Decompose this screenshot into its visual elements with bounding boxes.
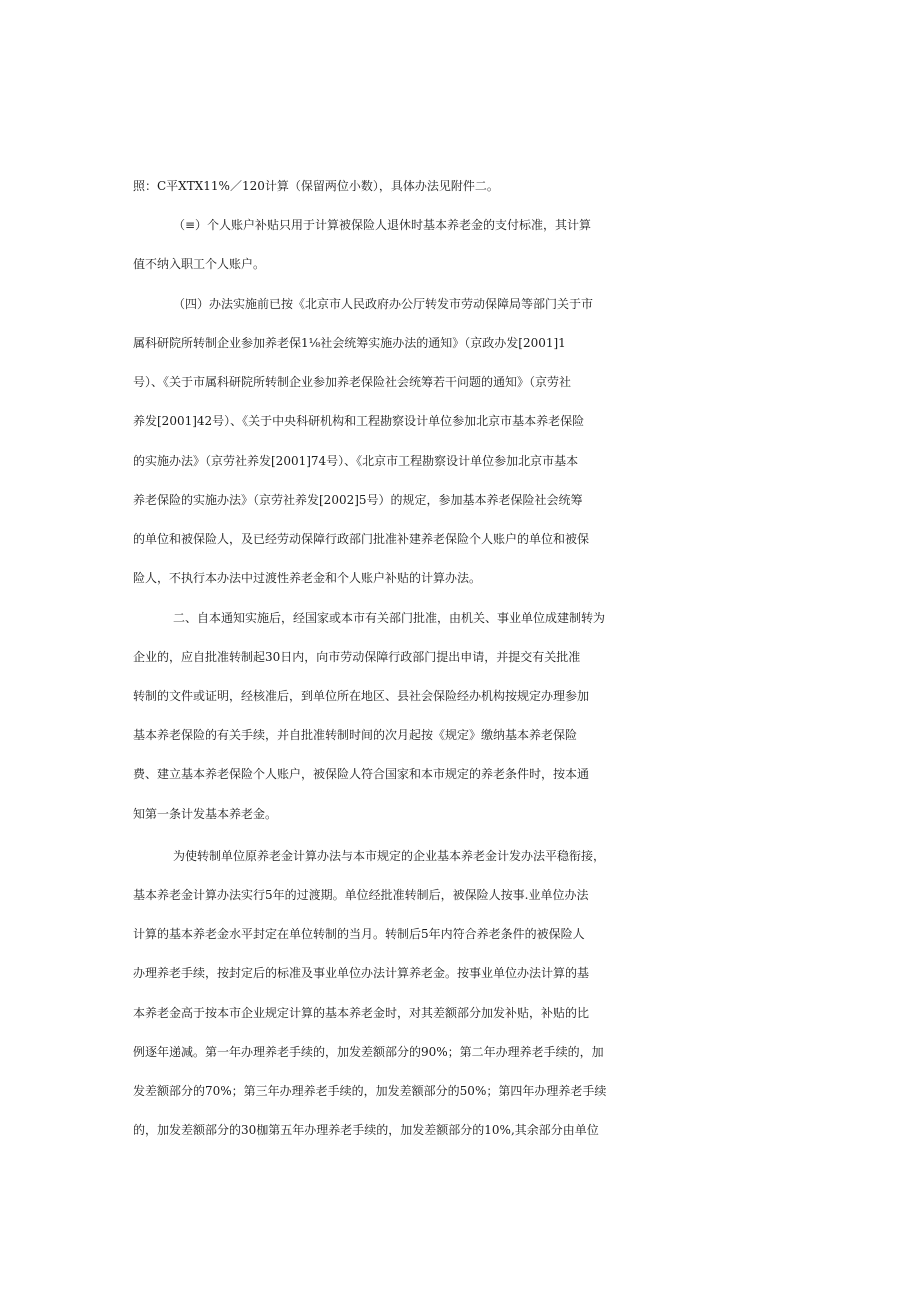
- text-line: 的，加发差额部分的30枷第五年办理养老手续的，加发差额部分的10%,其余部分由单位: [133, 1123, 599, 1137]
- text-line: 号）、《关于市属科研院所转制企业参加养老保险社会统筹若干问题的通知》（京劳社: [133, 375, 572, 389]
- text-line: （≡）个人账户补贴只用于计算被保险人退休时基本养老金的支付标准，其计算: [173, 218, 592, 232]
- text-line: 险人，不执行本办法中过渡性养老金和个人账户补贴的计算办法。: [133, 571, 482, 585]
- text-line: 企业的，应自批准转制起30日内，向市劳动保障行政部门提出申请，并提交有关批准: [133, 650, 581, 664]
- text-line: 基本养老金计算办法实行5年的过渡期。单位经批准转制后，被保险人按事.业单位办法: [133, 888, 589, 902]
- text-line: （四）办法实施前已按《北京市人民政府办公厅转发市劳动保障局等部门关于市: [173, 297, 594, 311]
- text-line: 知第一条计发基本养老金。: [133, 807, 278, 821]
- text-line: 养老保险的实施办法》（京劳社养发[2002]5号）的规定，参加基本养老保险社会统筹: [133, 493, 583, 507]
- text-line: 例逐年递减。第一年办理养老手续的，加发差额部分的90%；第二年办理养老手续的，加: [133, 1045, 604, 1059]
- text-line: 养发[2001]42号）、《关于中央科研机构和工程勘察设计单位参加北京市基本养老保险: [133, 414, 585, 428]
- text-line: 为使转制单位原养老金计算办法与本市规定的企业基本养老金计发办法平稳衔接，: [173, 849, 606, 863]
- text-line: 基本养老保险的有关手续，并自批准转制时间的次月起按《规定》缴纳基本养老保险: [133, 728, 578, 742]
- text-line: 费、建立基本养老保险个人账户，被保险人符合国家和本市规定的养老条件时，按本通: [133, 767, 590, 781]
- text-line: 值不纳入职工个人账户。: [133, 257, 266, 271]
- text-line: 办理养老手续，按封定后的标准及事业单位办法计算养老金。按事业单位办法计算的基: [133, 966, 590, 980]
- text-line: 发差额部分的70%；第三年办理养老手续的，加发差额部分的50%；第四年办理养老手续: [133, 1084, 607, 1098]
- text-line: 属科研院所转制企业参加养老保1⅛社会统筹实施办法的通知》（京政办发[2001]1: [133, 336, 566, 350]
- text-line: 的单位和被保险人，及已经劳动保障行政部门批准补建养老保险个人账户的单位和被保: [133, 532, 590, 546]
- text-line: 的实施办法》（京劳社养发[2001]74号）、《北京市工程勘察设计单位参加北京市基本: [133, 454, 579, 468]
- text-line: 二、自本通知实施后，经国家或本市有关部门批准，由机关、事业单位成建制转为: [173, 611, 606, 625]
- text-line: 照：C平XTX11%／120计算（保留两位小数），具体办法见附件二。: [133, 179, 499, 193]
- text-line: 本养老金高于按本市企业规定计算的基本养老金时，对其差额部分加发补贴，补贴的比: [133, 1006, 590, 1020]
- text-line: 转制的文件或证明，经核准后，到单位所在地区、县社会保险经办机构按规定办理参加: [133, 689, 590, 703]
- text-line: 计算的基本养老金水平封定在单位转制的当月。转制后5年内符合养老条件的被保险人: [133, 927, 585, 941]
